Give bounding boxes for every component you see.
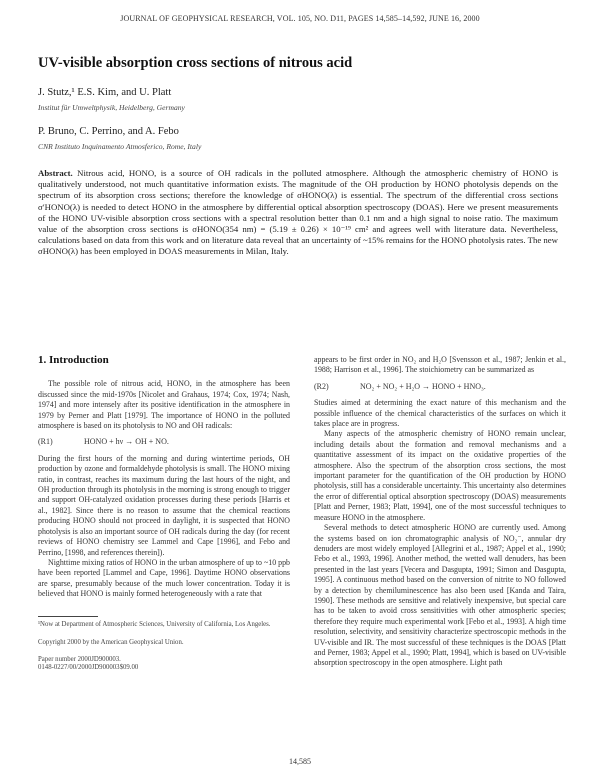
abstract-text: Nitrous acid, HONO, is a source of OH radicals in the polluted atmosphere. Although the atmospheric chemistry of HONO is qualitatively understood, not much quantitative information exists. The magnitude of the OH production by HONO photolysis depends on the spectrum of its absorption cross sections; therefore the knowledge of σHONO(λ) is essential. The spectrum of the differential cross sections σ′HONO(λ) is needed to detect HONO in the atmosphere by differential optical absorption spectroscopy (DOAS). Here we present measurements of the HONO UV-visible absorption cross sections with a spectral resolution better than 0.1 nm and a high signal to noise ratio. The maximum value of the absorption cross sections is σHONO(354 nm) = (5.19 ± 0.26) × 10⁻¹⁹ cm² and agrees well with literature data. Nevertheless, calculations based on data from this work and on literature data reveal that an uncertainty of ~15% remains for the HONO photolysis rates. The new σHONO(λ) has been employed in DOAS measurements in Milan, Italy.	[38, 168, 558, 257]
section-heading: 1. Introduction	[38, 354, 109, 366]
copyright-block	[38, 639, 290, 673]
author-line-2: P. Bruno, C. Perrino, and A. Febo	[38, 126, 179, 137]
right-paragraph-2: Studies aimed at determining the exact nature of this mechanism and the possible influence of the chemical characteristics of the surfaces on which it takes place are in progress.	[314, 398, 566, 429]
page-number: 14,585	[289, 757, 311, 766]
affiliation-1: Institut für Umweltphysik, Heidelberg, Germany	[38, 103, 185, 112]
equation-r2	[314, 382, 566, 392]
author-line-1: J. Stutz,¹ E.S. Kim, and U. Platt	[38, 87, 172, 98]
equation-r1	[38, 437, 290, 447]
copyright-line: Copyright 2000 by the American Geophysical Union.	[38, 639, 184, 647]
issn-line: 0148-0227/00/2000JD900003$09.00	[38, 664, 139, 672]
right-paragraph-3: Many aspects of the atmospheric chemistry of HONO remain unclear, including details about the formation and removal mechanisms and a quantitative assessment of its impact on the oxidative properties of the atmosphere. Also the spectrum of the absorption cross sections, the most important parameter for the quantification of the OH production by HONO photolysis, still has a considerable uncertainty. This uncertainty also determines the error of differential optical absorption spectroscopy (DOAS) measurements [Platt and Perner, 1983; Platt, 1994], one of the most successful techniques to measure HONO in the atmosphere.	[314, 429, 566, 522]
left-column	[38, 355, 290, 673]
footnote: ¹Now at Department of Atmospheric Sciences, University of California, Los Angeles.	[38, 620, 271, 628]
footnote-divider	[38, 616, 98, 617]
paper-number: Paper number 2000JD900003.	[38, 655, 121, 663]
journal-header: JOURNAL OF GEOPHYSICAL RESEARCH, VOL. 105, NO. D11, PAGES 14,585–14,592, JUNE 16, 2000	[120, 14, 480, 23]
equation-r1-label: (R1)	[38, 437, 53, 447]
equation-r2-label: (R2)	[314, 381, 329, 391]
abstract-label: Abstract.	[38, 168, 73, 178]
intro-paragraph-2: During the first hours of the morning and during wintertime periods, OH production by ozone and formaldehyde photolysis is small. The HONO mixing ratio, in contrast, reaches its maximum during the last hours of the night, and OH production through its photolysis in the morning is strong enough to trigger and support OH-catalyzed oxidation processes during these periods [Harris et al., 1982]. Since there is no reason to assume that the chemical reactions producing HONO should not proceed in daylight, it is suspected that HONO photolysis is also an important source of OH radicals during the day (for recent reviews of HONO chemistry see Lammel and Cape [1996], and Febo and Perrino, [1998, and references therein]).	[38, 453, 290, 557]
abstract	[38, 168, 558, 258]
right-column	[314, 355, 566, 669]
paper-title: UV-visible absorption cross sections of nitrous acid	[38, 55, 353, 71]
affiliation-2: CNR Instituto Inquinamento Atmosferico, Rome, Italy	[38, 142, 202, 151]
right-paragraph-1: appears to be first order in NO₂ and H₂O [Svensson et al., 1987; Jenkin et al., 1988; Harrison et al., 1996]. The stoichiometry can be summarized as	[314, 355, 566, 375]
intro-paragraph-1: The possible role of nitrous acid, HONO, in the atmosphere has been discussed since the mid-1970s [Nicolet and Grahaus, 1974; Cox, 1974; Nash, 1974] and more intensely after its positive identification in the atmosphere in 1979 by Perner and Platt [1979]. The importance of HONO in the polluted atmosphere is based on its photolysis to NO and OH radicals:	[38, 379, 290, 431]
intro-paragraph-3: Nighttime mixing ratios of HONO in the urban atmosphere of up to ~10 ppb have been reported [Lammel and Cape, 1996]. Daytime HONO observations are sparse, presumably because of the much lower concentration. Today it is believed that HONO is mainly formed heterogeneously with a rate that	[38, 557, 290, 599]
right-paragraph-4: Several methods to detect atmospheric HONO are currently used. Among the systems based on ion chromatographic analysis of NO₂⁻, annular dry denuders are most widely employed [Allegrini et al., 1987; Appel et al., 1990; Febo et al., 1993, 1996]. Another method, the wetted wall denuders, has been presented in the last years [Vecera and Dasgupta, 1991; Simon and Dasgupta, 1995]. A continuous method based on the conversion of nitrite to NO followed by a detection by chemiluminescence has also been used [Kanda and Taira, 1990]. These methods are sensitive and relatively inexpensive, but special care has to be taken to avoid cross sensitivities with other atmospheric species; therefore they require much experimental work [Febo et al., 1993]. A high time resolution, selectivity, and sensitivity characterize spectroscopic methods in the UV-visible and IR. The most successful of these techniques is the DOAS [Platt and Perner, 1983; Appel et al., 1990; Platt, 1994], which is based on UV-visible absorption spectroscopy in the open atmosphere. Light path	[314, 523, 566, 668]
equation-r1-body: HONO + hν → OH + NO.	[84, 437, 169, 447]
equation-r2-body: NO₂ + NO₂ + H₂O → HONO + HNO₃.	[360, 381, 486, 391]
